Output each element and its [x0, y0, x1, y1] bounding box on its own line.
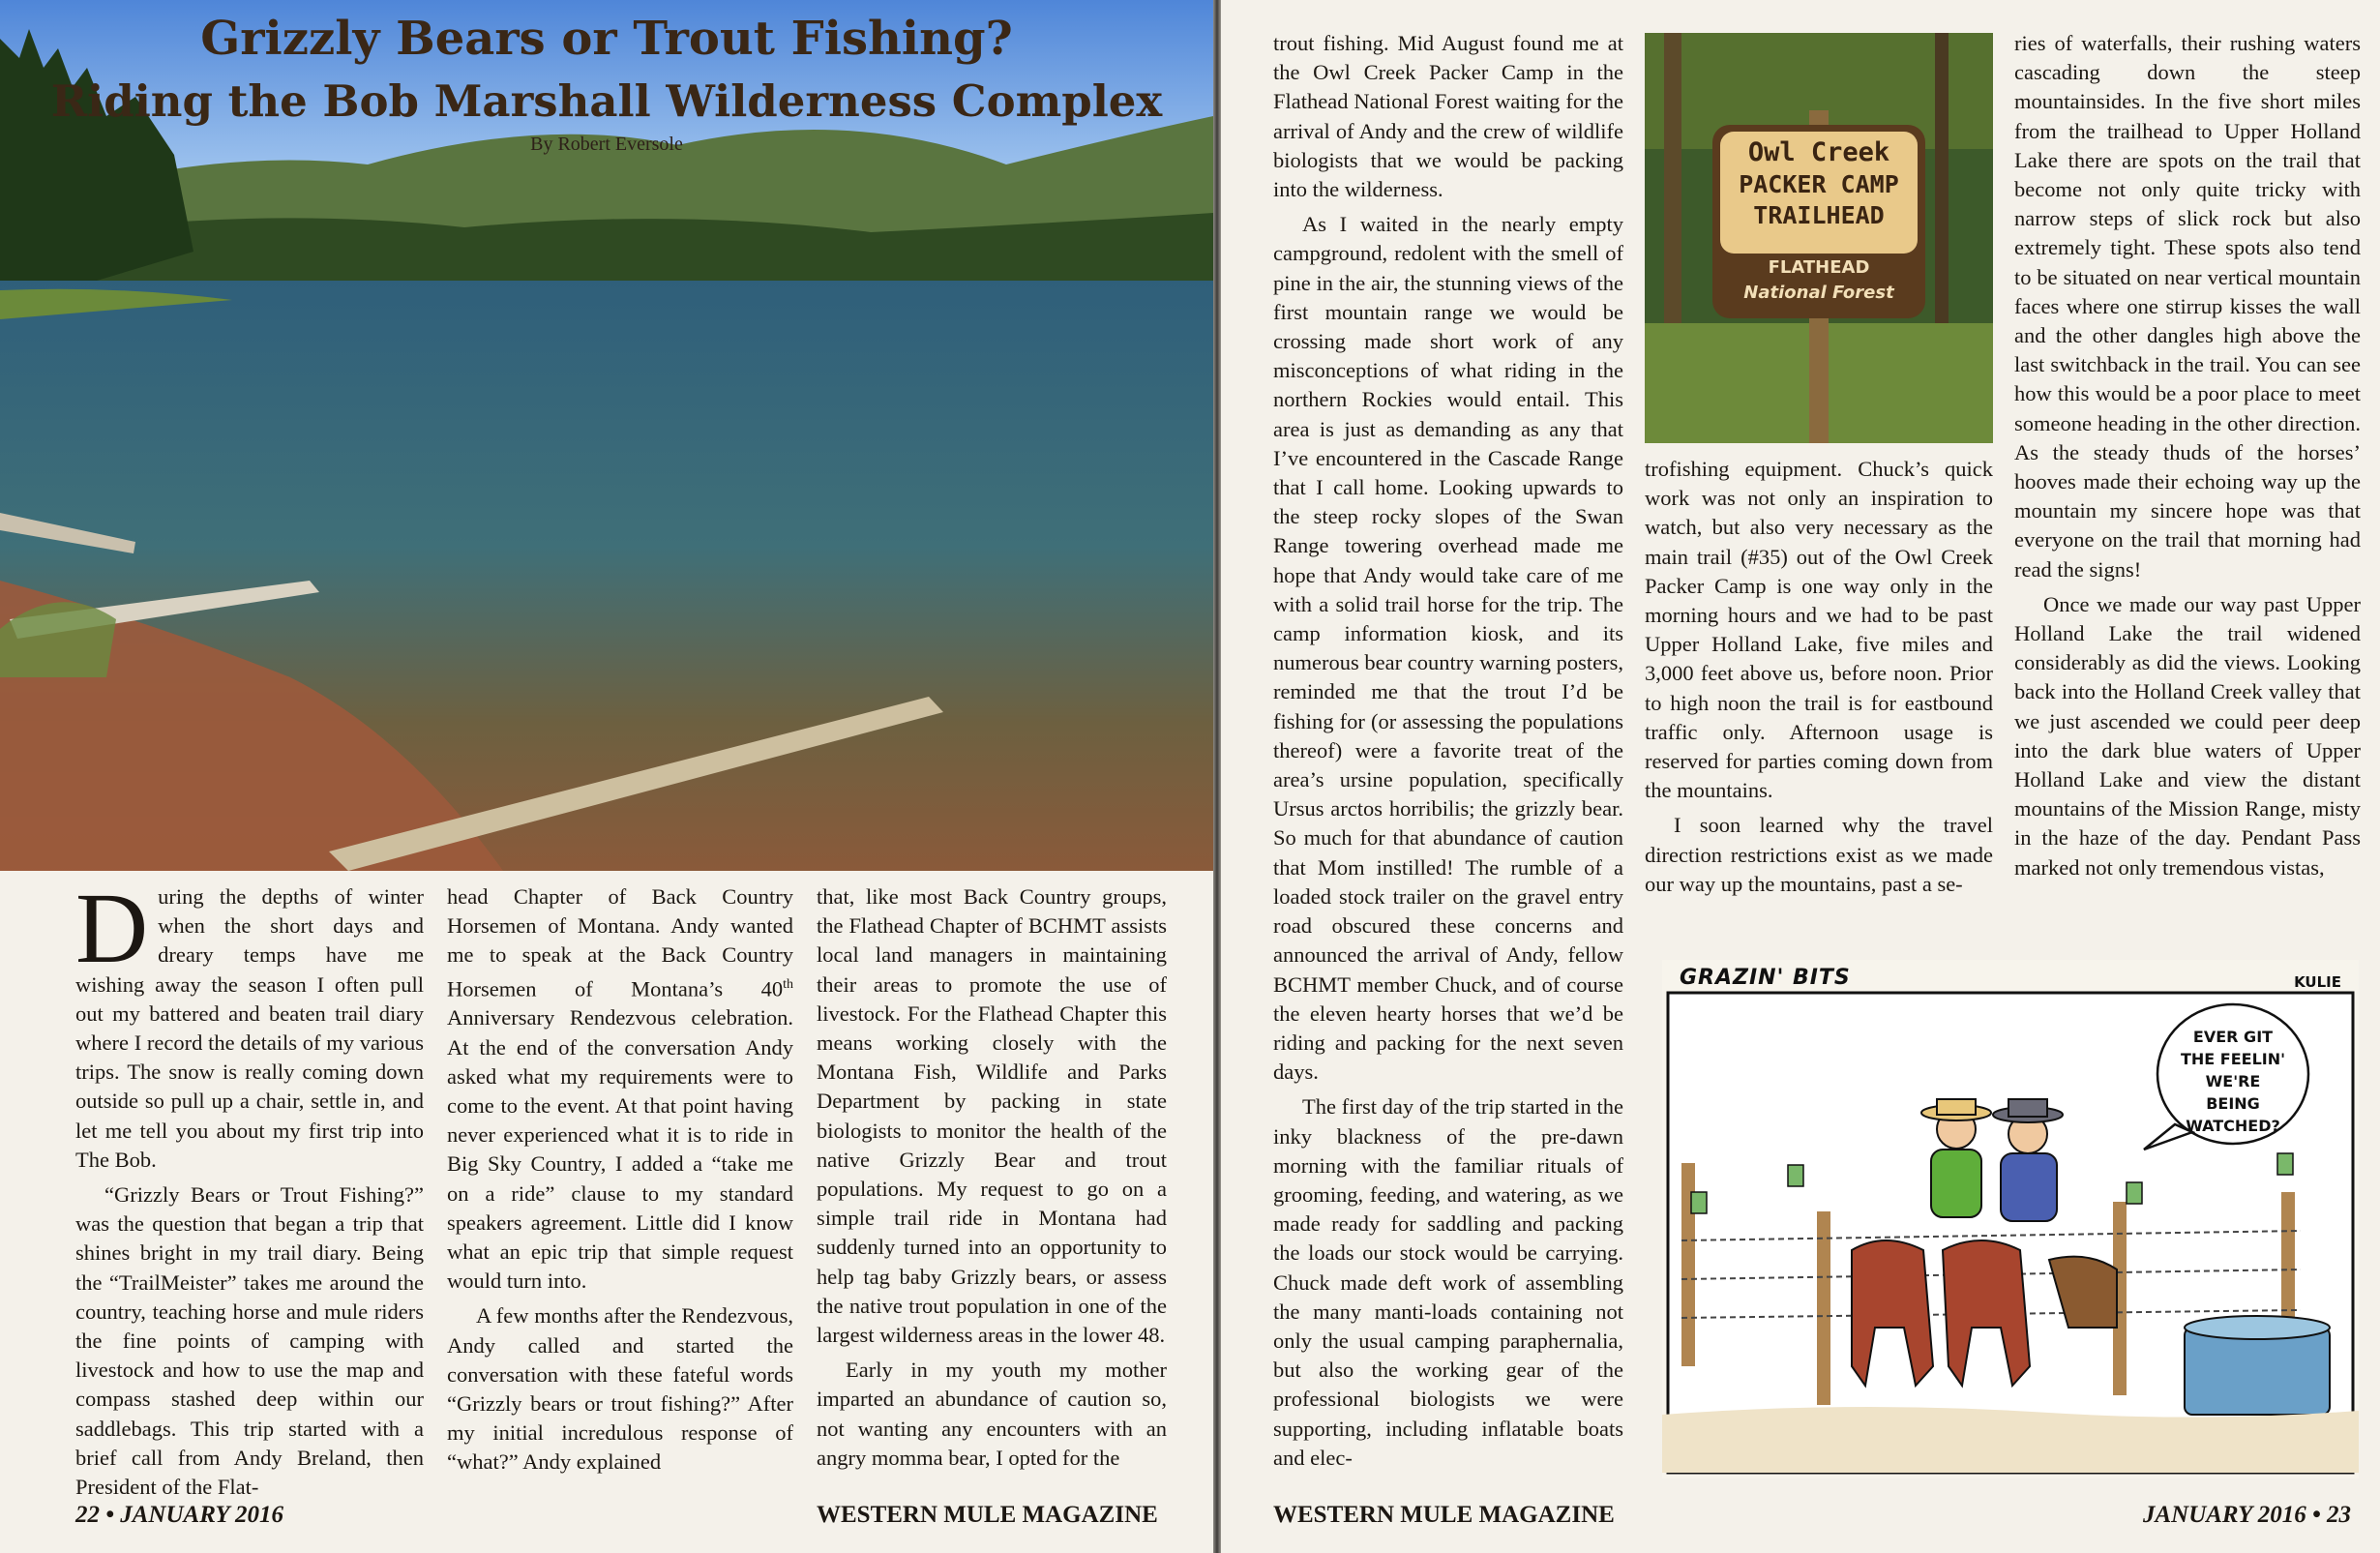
magazine-name-right: WESTERN MULE MAGAZINE: [1273, 1502, 1615, 1528]
paragraph: Once we made our way past Upper Holland Lake the trail widened considerably as did the views. Looking back into the Holland Creek valley that we just ascended we could peer deep into the dark blue waters of Upper Holland Lake and view the distant mountains of the Mission Range, misty in the haze of the day. Pendant Pass marked not only tremendous vistas,: [2014, 591, 2361, 880]
trailhead-sign-image: [1645, 33, 1993, 443]
article-title-line2: Riding the Bob Marshall Wilderness Complex: [50, 75, 1163, 127]
lake-photo-image: [0, 0, 1213, 871]
paragraph: I soon learned why the travel direction restrictions exist as we made our way up the mountains, past a se-: [1645, 813, 1993, 896]
sign-line-3: TRAILHEAD: [1753, 201, 1885, 229]
paragraph: As I waited in the nearly empty campground, redolent with the smell of pine in the air, the stunning views of the first mountain range we would be crossing made short work of any misconceptions of what riding in the northern Rockies would entail. This area is just as demanding as any that I’ve encountered in the Cascade Range that I call home. Looking upwards to the steep rocky slopes of the Swan Range towering overhead made me hope that Andy would take care of me with a solid trail horse for the trip. The camp information kiosk, and its numerous bear country warning posters, reminded me that the trout I’d be fishing for (or assessing the populations thereof) were a favorite treat of the area’s ursine population, specifically Ursus arctos horribilis; the grizzly bear. So much for that abundance of caution that Mom instilled! The rumble of a loaded stock trailer on the gravel entry road obscured these concerns and announced the arrival of Andy, fellow BCHMT member Chuck, and of course the eleven hearty horses that we’d be riding and packing for the next seven days.: [1273, 212, 1623, 1085]
paragraph: trofishing equipment. Chuck’s quick work was not only an inspiration to watch, but also very necessary as the main trail (#35) out of the Owl Creek Packer Camp is one way only in the morning hours and we had to be past Upper Holland Lake, five miles and 3,000 feet above us, before noon. Prior to high noon the trail is for eastbound traffic only. Afternoon usage is reserved for parties coming down from the mountains.: [1645, 457, 1993, 803]
paragraph: Early in my youth my mother imparted an abundance of caution so, not wanting any encounters with an angry momma bear, I opted for the: [817, 1358, 1167, 1470]
cartoon-artist: KULIE: [2294, 973, 2341, 991]
sign-line-5: National Forest: [1743, 283, 1894, 303]
sign-line-1: Owl Creek: [1747, 137, 1890, 167]
magazine-name-left: WESTERN MULE MAGAZINE: [817, 1502, 1158, 1528]
paragraph: The first day of the trip started in the inky blackness of the pre-dawn morning with the familiar rituals of grooming, feeding, and watering, as we made ready for saddling and packing the loads our stock would be carrying. Chuck made deft work of assembling the many manti-loads containing not only the usual camping paraphernalia, but also the working gear of the professional biologists we were supporting, including inflatable boats and elec-: [1273, 1094, 1623, 1470]
cartoon-title: GRAZIN' BITS: [1680, 966, 1851, 990]
paragraph: “Grizzly Bears or Trout Fishing?” was the question that began a trip that shines bright in my trail diary. Being the “TrailMeister” takes me around the country, teaching horse and mule riders the fine points of camping with livestock and how to use the map and compass stashed deep within our saddlebags. This trip started with a brief call from Andy Breland, then President of the Flat-: [75, 1182, 424, 1500]
lake-photo: [0, 0, 1213, 871]
article-title-line1: Grizzly Bears or Trout Fishing?: [200, 12, 1013, 66]
byline: By Robert Eversole: [530, 134, 683, 155]
left-column-3: [817, 882, 1167, 1473]
right-column-1: [1273, 29, 1623, 1473]
right-column-2: [1645, 455, 1993, 899]
superscript: th: [783, 976, 793, 992]
sign-line-2: PACKER CAMP: [1739, 170, 1899, 198]
right-column-3: [2014, 29, 2361, 882]
left-column-2: [447, 882, 793, 1478]
drop-cap: D: [75, 873, 149, 984]
left-column-1: [75, 873, 424, 1502]
spine-gutter: [1213, 0, 1221, 1553]
page-number-left: 22 • JANUARY 2016: [75, 1502, 284, 1528]
paragraph: trout fishing. Mid August found me at the Owl Creek Packer Camp in the Flathead National Forest waiting for the arrival of Andy and the crew of wildlife biologists that we would be packing into the wilderness.: [1273, 31, 1623, 202]
speech-bubble-text: EVER GIT THE FEELIN' WE'RE BEING WATCHED?: [2180, 1028, 2286, 1135]
paragraph: uring the depths of winter when the short days and dreary temps have me wishing away the season I often pull out my battered and beaten trail diary where I record the details of my various trips. The snow is really coming down outside so pull up a chair, settle in, and let me tell you about my first trip into The Bob.: [75, 884, 424, 1172]
paragraph: head Chapter of Back Country Horsemen of Montana. Andy wanted me to speak at the Back Country Horsemen of Montana’s 40th Anniversary Rendezvous celebration. At the end of the conversation Andy asked what my requirements were to come to the event. At that point having never experienced what it is to ride in Big Sky Country, I added a “take me on a ride” clause to my standard speakers agreement. Little did I know what an epic trip that simple request would turn into.: [447, 884, 793, 1294]
paragraph: that, like most Back Country groups, the Flathead Chapter of BCHMT assists local land managers in maintaining their areas to promote the use of livestock. For the Flathead Chapter this means working closely with the Montana Fish, Wildlife and Parks Department by packing in state biologists to monitor the health of the native Grizzly Bear and trout populations. My request to go on a simple trail ride in Montana had suddenly turned into an opportunity to help tag baby Grizzly bears, or assess the native trout population in one of the largest wilderness areas in the lower 48.: [817, 884, 1167, 1348]
sign-line-4: FLATHEAD: [1768, 257, 1870, 278]
grazin-bits-cartoon: [1662, 960, 2359, 1478]
paragraph: A few months after the Rendezvous, Andy called and started the conversation with these fateful words “Grizzly bears or trout fishing?” After my initial incredulous response of “what?” Andy explained: [447, 1303, 793, 1475]
page-number-right: JANUARY 2016 • 23: [2142, 1502, 2351, 1528]
paragraph: ries of waterfalls, their rushing waters cascading down the steep mountainsides. In the five short miles from the trailhead to Upper Holland Lake there are spots on the trail that become not only quite tricky with narrow steps of slick rock but also extremely tight. These spots also tend to be situated on near vertical mountain faces where one stirrup kisses the wall and the other dangles high above the last switchback in the trail. You can see how this would be a poor place to meet someone heading in the other direction. As the steady thuds of the horses’ hooves made their echoing way up the mountain my sincere hope was that everyone on the trail that morning had read the signs!: [2014, 31, 2361, 582]
trailhead-sign-photo: [1645, 33, 1993, 443]
